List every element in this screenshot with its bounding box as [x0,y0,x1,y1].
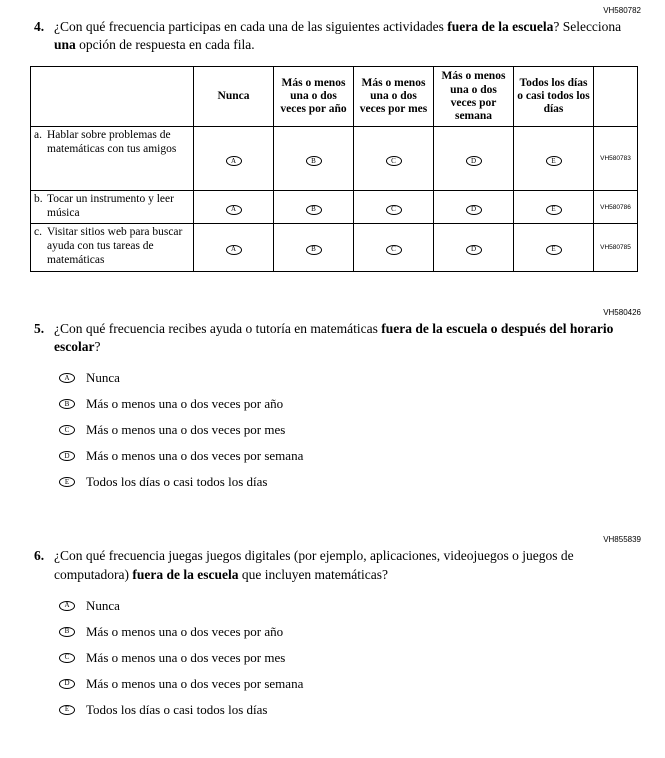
question-4-text-bold: fuera de la escuela [447,19,554,34]
answer-bubble[interactable]: A [59,373,75,383]
option-row [59,397,665,411]
answer-bubble[interactable]: A [226,156,242,166]
answer-cell [274,127,354,191]
row-label-cell [31,191,194,224]
header-code-empty [594,67,638,127]
answer-cell [194,191,274,224]
question-6-options [59,599,665,717]
row-letter: b. [34,193,43,206]
table-header-row [31,67,638,127]
answer-cell [514,127,594,191]
questionnaire-page [0,6,665,717]
option-row [59,423,665,437]
question-5-text-bold: fuera de la escuela o después del horario escolar [54,320,614,355]
option-label: Nunca [86,597,120,613]
answer-cell [194,127,274,191]
option-label: Más o menos una o dos veces por año [86,396,284,412]
table-row [31,191,638,224]
row-letter: c. [34,225,42,238]
row-label-cell [31,223,194,271]
answer-bubble[interactable]: C [386,156,402,166]
option-label: Más o menos una o dos veces por mes [86,422,286,438]
question-4 [34,18,639,54]
form-code-q5: VH580426 [603,307,641,317]
answer-cell [434,191,514,224]
question-5-number: 5. [34,320,45,336]
answer-bubble[interactable]: D [59,451,75,461]
question-6-text-bold: fuera de la escuela [132,566,239,582]
question-5 [34,320,639,356]
answer-cell [354,191,434,224]
answer-cell [434,223,514,271]
answer-bubble[interactable]: C [386,245,402,255]
row-code: VH580783 [594,127,638,191]
question-4-text-part: ? Selecciona [553,19,622,34]
option-row [59,625,665,639]
answer-bubble[interactable]: B [59,399,75,409]
question-6-text-part: que incluyen matemáticas? [238,566,389,582]
option-row [59,599,665,613]
answer-cell [434,127,514,191]
answer-bubble[interactable]: A [226,205,242,215]
option-row [59,475,665,489]
option-label: Todos los días o casi todos los días [86,701,268,717]
answer-cell [274,223,354,271]
answer-bubble[interactable]: B [306,156,322,166]
row-code: VH580786 [594,191,638,224]
answer-bubble[interactable]: E [59,477,75,487]
row-label-cell [31,127,194,191]
answer-cell [274,191,354,224]
answer-cell [194,223,274,271]
answer-bubble[interactable]: C [59,653,75,663]
question-6 [34,547,639,583]
question-4-number: 4. [34,19,45,34]
answer-cell [354,223,434,271]
answer-bubble[interactable]: E [59,705,75,715]
row-code: VH580785 [594,223,638,271]
answer-bubble[interactable]: E [546,156,562,166]
answer-bubble[interactable]: B [306,205,322,215]
option-label: Más o menos una o dos veces por semana [86,675,304,691]
answer-bubble[interactable]: C [386,205,402,215]
question-4-text-bold: una [54,37,76,53]
form-code-q4: VH580782 [603,6,641,15]
option-row [59,449,665,463]
header-empty [31,67,194,127]
row-text: Tocar un instrumento y leer música [47,193,174,220]
answer-bubble[interactable]: B [306,245,322,255]
header-por-ano: Más o menos una o dos veces por año [274,67,354,127]
row-letter: a. [34,129,42,142]
answer-bubble[interactable]: C [59,425,75,435]
question-6-text [54,547,639,583]
answer-bubble[interactable]: A [226,245,242,255]
answer-bubble[interactable]: E [546,205,562,215]
option-label: Más o menos una o dos veces por mes [86,649,286,665]
answer-cell [514,191,594,224]
table-row [31,223,638,271]
question-6-number: 6. [34,548,45,564]
answer-bubble[interactable]: D [59,679,75,689]
row-text: Hablar sobre problemas de matemáticas con tus amigos [47,129,177,156]
question-6-text-part: ¿Con qué frecuencia juegas juegos digitales (por ejemplo, aplicaciones, videojuegos o juegos de computadora) [54,548,574,582]
question-4-text [54,18,639,54]
row-text: Visitar sitios web para buscar ayuda con tus tareas de matemáticas [47,225,183,266]
option-row [59,677,665,691]
answer-bubble[interactable]: A [59,601,75,611]
option-row [59,703,665,717]
question-5-text-part: ¿Con qué frecuencia recibes ayuda o tutoría en matemáticas [54,320,382,336]
option-row [59,371,665,385]
option-label: Nunca [86,370,120,386]
answer-bubble[interactable]: E [546,245,562,255]
header-por-mes: Más o menos una o dos veces por mes [354,67,434,127]
question-4-text-part: ¿Con qué frecuencia participas en cada una de las siguientes actividades [54,19,448,34]
answer-cell [514,223,594,271]
form-code-q6: VH855839 [603,535,641,545]
frequency-table [30,66,638,271]
header-nunca: Nunca [194,67,274,127]
answer-bubble[interactable]: B [59,627,75,637]
answer-bubble[interactable]: D [466,205,482,215]
answer-cell [354,127,434,191]
answer-bubble[interactable]: D [466,156,482,166]
option-label: Más o menos una o dos veces por año [86,623,284,639]
question-5-options [59,371,665,489]
question-5-text-part: ? [94,339,101,355]
option-label: Más o menos una o dos veces por semana [86,448,304,464]
option-row [59,651,665,665]
answer-bubble[interactable]: D [466,245,482,255]
header-todos-los-dias: Todos los días o casi todos los días [514,67,594,127]
option-label: Todos los días o casi todos los días [86,474,268,490]
table-row [31,127,638,191]
question-5-text [54,320,639,356]
question-4-text-part: opción de respuesta en cada fila. [75,37,255,53]
header-por-semana: Más o menos una o dos veces por semana [434,67,514,127]
